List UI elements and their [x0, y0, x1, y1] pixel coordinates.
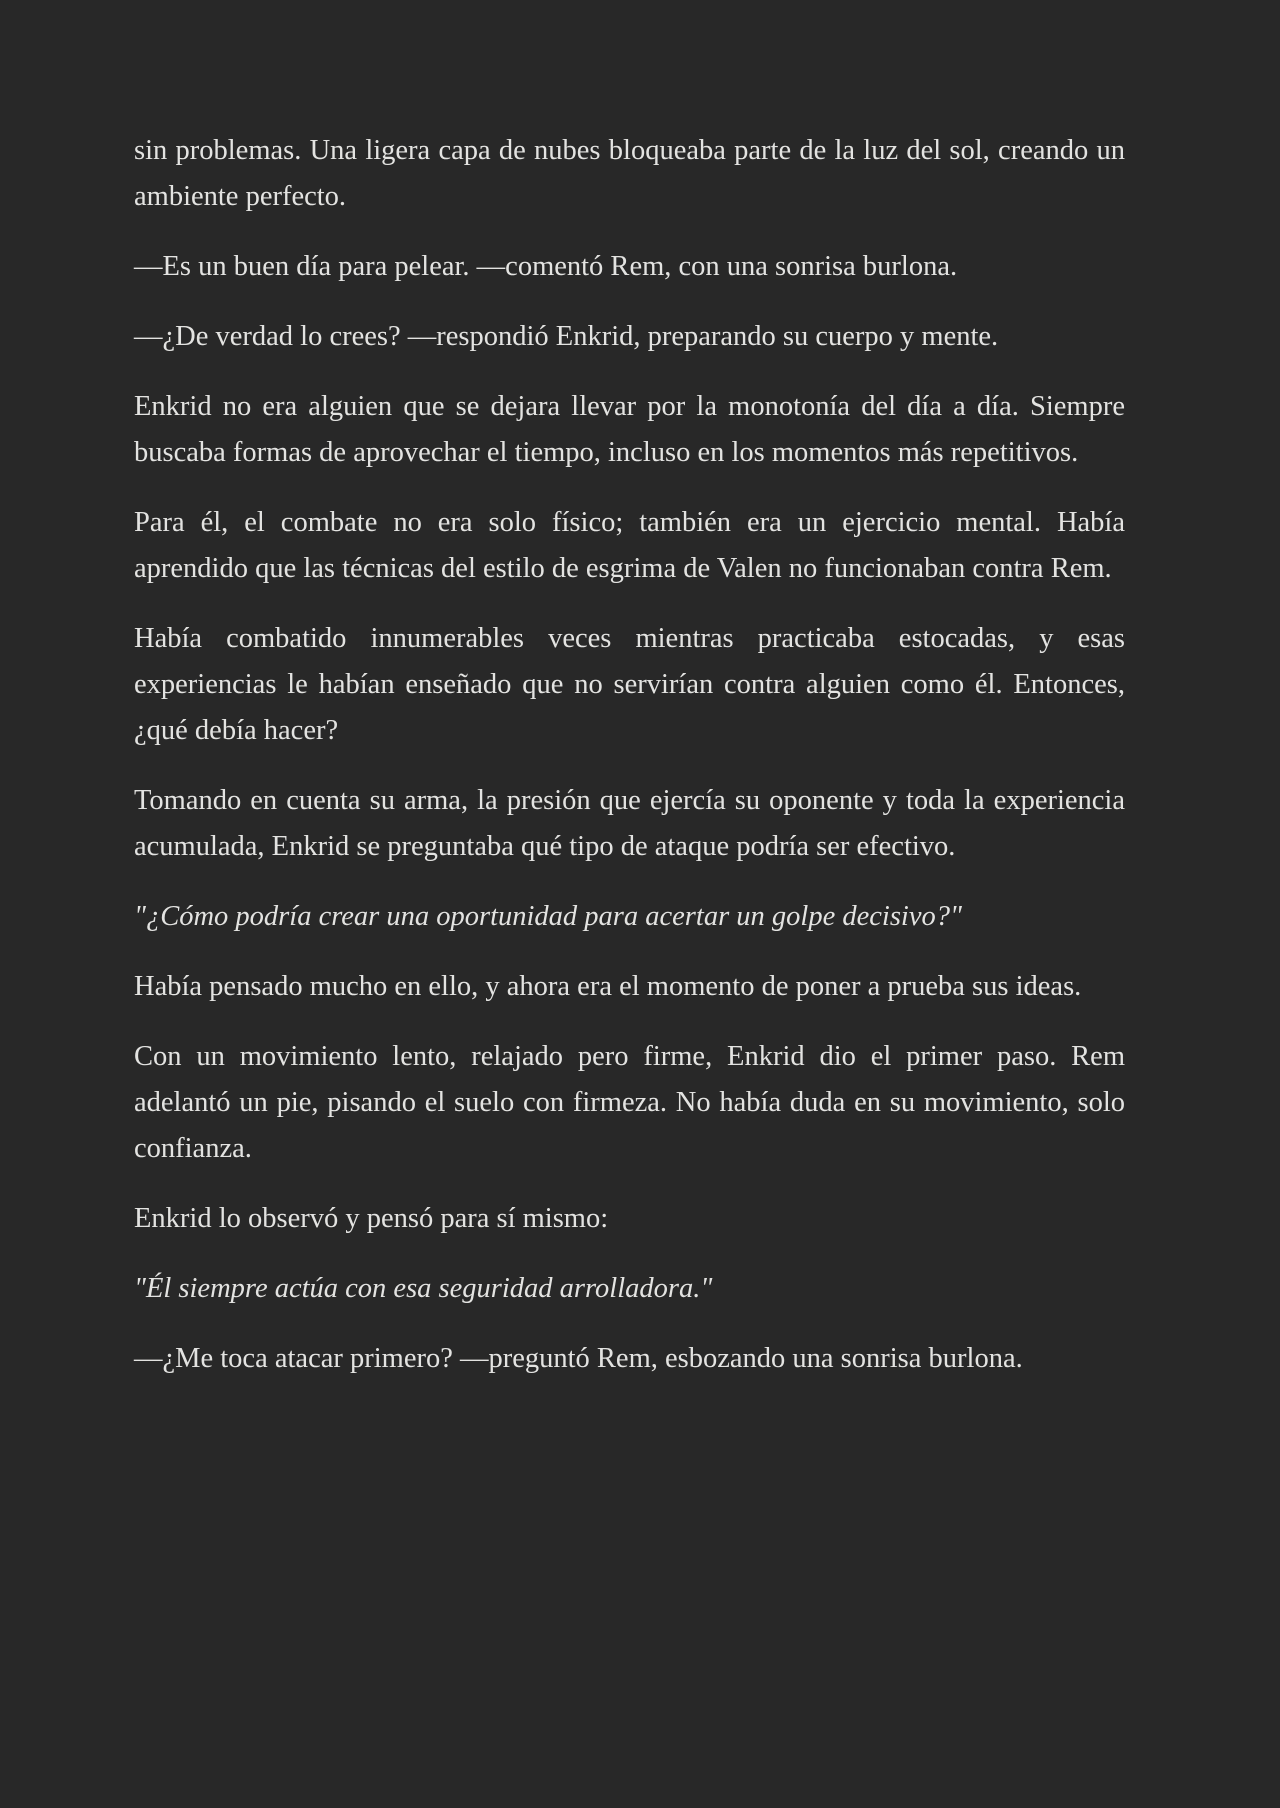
paragraph: Para él, el combate no era solo físico; también era un ejercicio mental. Había aprendido que las técnicas del estilo de esgrima de Valen no funcionaban contra Rem.: [134, 507, 1125, 584]
paragraph: "¿Cómo podría crear una oportunidad para acertar un golpe decisivo?": [134, 901, 962, 932]
paragraph: Con un movimiento lento, relajado pero firme, Enkrid dio el primer paso. Rem adelantó un pie, pisando el suelo con firmeza. No había duda en su movimiento, solo confianza.: [134, 1041, 1125, 1164]
paragraph: Había pensado mucho en ello, y ahora era el momento de poner a prueba sus ideas.: [134, 971, 1082, 1002]
paragraph: "Él siempre actúa con esa seguridad arrolladora.": [134, 1273, 713, 1304]
paragraph: Había combatido innumerables veces mientras practicaba estocadas, y esas experiencias le habían enseñado que no servirían contra alguien como él. Entonces, ¿qué debía hacer?: [134, 623, 1125, 746]
paragraph: Enkrid no era alguien que se dejara llevar por la monotonía del día a día. Siempre buscaba formas de aprovechar el tiempo, incluso en los momentos más repetitivos.: [134, 391, 1125, 468]
paragraph: Tomando en cuenta su arma, la presión que ejercía su oponente y toda la experiencia acumulada, Enkrid se preguntaba qué tipo de ataque podría ser efectivo.: [134, 785, 1125, 862]
text-content: [134, 128, 1125, 1382]
paragraph: —¿Me toca atacar primero? —preguntó Rem, esbozando una sonrisa burlona.: [134, 1343, 1023, 1374]
paragraph: —Es un buen día para pelear. —comentó Rem, con una sonrisa burlona.: [134, 251, 958, 282]
paragraph: sin problemas. Una ligera capa de nubes bloqueaba parte de la luz del sol, creando un ambiente perfecto.: [134, 135, 1125, 212]
paragraph: —¿De verdad lo crees? —respondió Enkrid, preparando su cuerpo y mente.: [134, 321, 999, 352]
paragraph: Enkrid lo observó y pensó para sí mismo:: [134, 1203, 609, 1234]
